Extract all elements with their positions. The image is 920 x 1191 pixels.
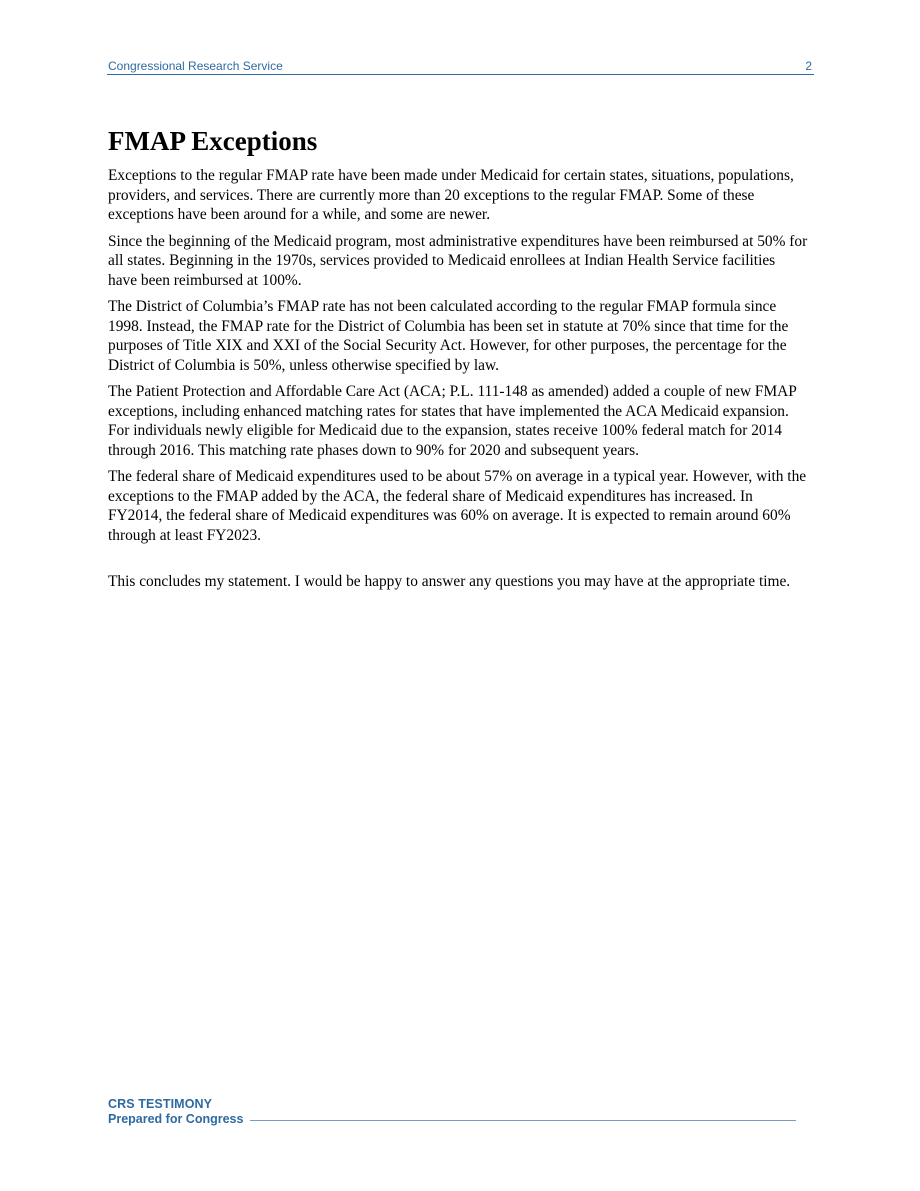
paragraph-2: Since the beginning of the Medicaid program, most administrative expenditures have been reimbursed at 50% for all states. Beginning in the 1970s, services provided to Medicaid enrollees at Indian Health Service facilities have been reimbursed at 100%. [108,232,808,289]
page-footer [108,1097,798,1131]
section-title: FMAP Exceptions [108,126,318,156]
paragraph-4: The Patient Protection and Affordable Care Act (ACA; P.L. 111-148 as amended) added a couple of new FMAP exceptions, including enhanced matching rates for states that have implemented the ACA Medicaid expansion. For individuals newly eligible for Medicaid due to the expansion, states receive 100% federal match for 2014 through 2016. This matching rate phases down to 90% for 2020 and subsequent years. [108,383,797,459]
running-header [107,58,814,75]
header-organization: Congressional Research Service [108,59,283,73]
footer-sublabel: Prepared for Congress [108,1112,244,1126]
paragraph-1: Exceptions to the regular FMAP rate have been made under Medicaid for certain states, situations, populations, providers, and services. There are currently more than 20 exceptions to the regular FMAP. Some of these exceptions have been around for a while, and some are newer. [108,167,794,223]
main-content [108,125,808,599]
closing-statement: This concludes my statement. I would be happy to answer any questions you may have at the appropriate time. [108,573,791,590]
footer-divider [250,1120,796,1121]
page-number: 2 [805,59,812,73]
paragraph-3: The District of Columbia’s FMAP rate has not been calculated according to the regular FMAP formula since 1998. Instead, the FMAP rate for the District of Columbia has been set in statute at 70% since that time for the purposes of Title XIX and XXI of the Social Security Act. However, for other purposes, the percentage for the District of Columbia is 50%, unless otherwise specified by law. [108,298,789,374]
paragraph-5: The federal share of Medicaid expenditures used to be about 57% on average in a typical year. However, with the exceptions to the FMAP added by the ACA, the federal share of Medicaid expenditures has increased. In FY2014, the federal share of Medicaid expenditures was 60% on average. It is expected to remain around 60% through at least FY2023. [108,468,807,544]
footer-label: CRS TESTIMONY [108,1097,213,1111]
